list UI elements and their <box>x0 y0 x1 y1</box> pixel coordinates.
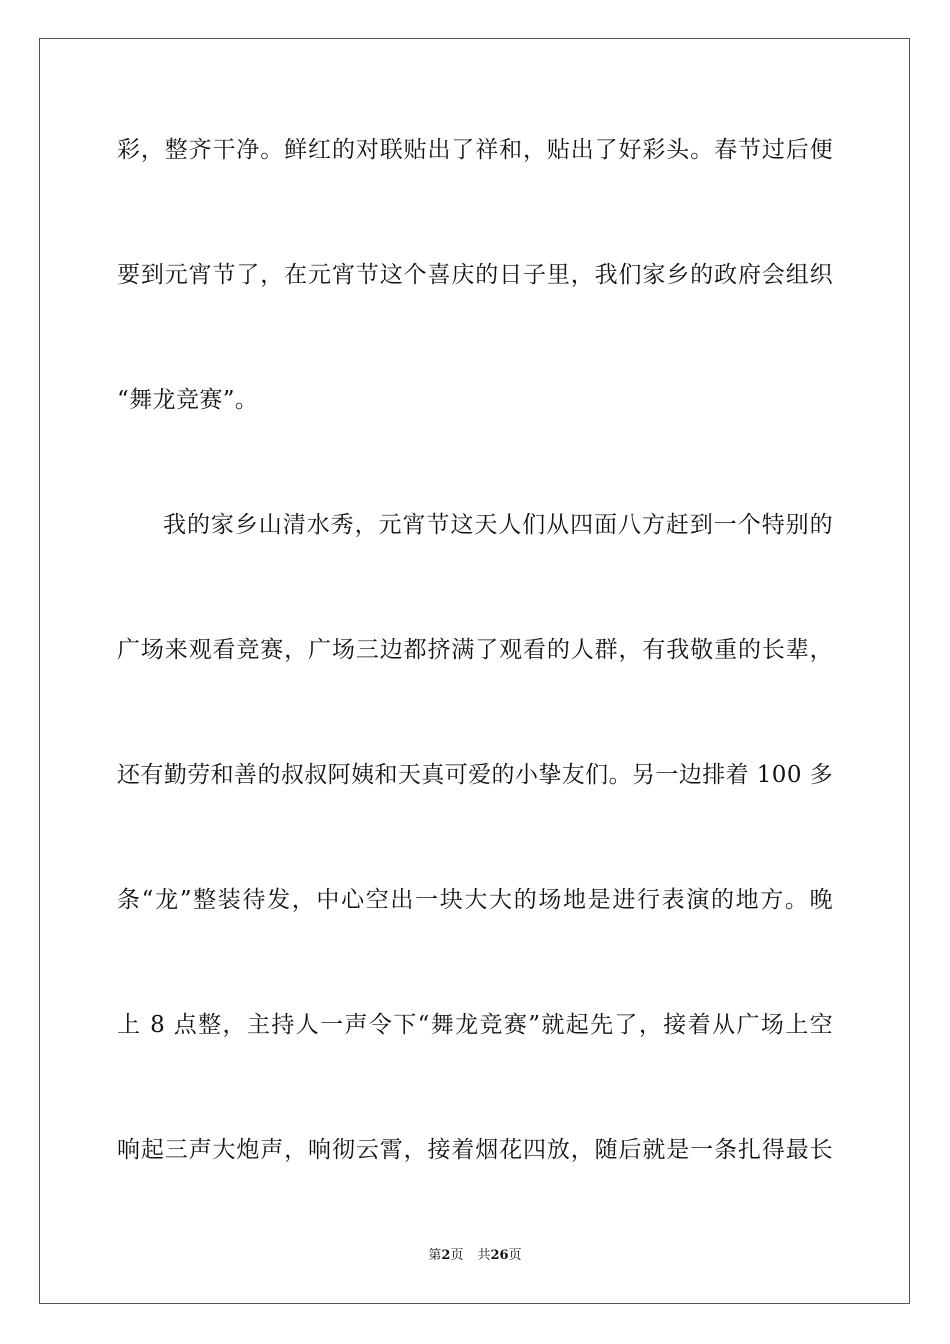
body-line-2: 要到元宵节了，在元宵节这个喜庆的日子里，我们家乡的政府会组织 <box>117 262 833 288</box>
body-line-4: 我的家乡山清水秀，元宵节这天人们从四面八方赶到一个特别的 <box>163 512 833 538</box>
page-border <box>39 38 910 1304</box>
body-line-5: 广场来观看竞赛，广场三边都挤满了观看的人群，有我敬重的长辈， <box>117 637 833 663</box>
footer-page-suffix: 页 <box>450 1248 464 1263</box>
page-footer <box>0 1246 950 1266</box>
body-line-9: 响起三声大炮声，响彻云霄，接着烟花四放，随后就是一条扎得最长 <box>117 1137 833 1163</box>
body-line-7: 条“龙”整装待发，中心空出一块大大的场地是进行表演的地方。晚 <box>117 887 833 913</box>
footer-page-prefix: 第 <box>428 1248 442 1263</box>
footer-total-suffix: 页 <box>508 1248 522 1263</box>
body-line-8: 上 8 点整，主持人一声令下“舞龙竞赛”就起先了，接着从广场上空 <box>117 1012 833 1038</box>
footer-total-prefix: 共 <box>477 1248 491 1263</box>
footer-total-pages: 26 <box>490 1248 509 1263</box>
footer-page-number: 2 <box>441 1248 451 1263</box>
body-line-6: 还有勤劳和善的叔叔阿姨和天真可爱的小挚友们。另一边排着 100 多 <box>117 762 833 788</box>
body-line-3: “舞龙竞赛”。 <box>117 387 259 413</box>
body-line-1: 彩，整齐干净。鲜红的对联贴出了祥和，贴出了好彩头。春节过后便 <box>117 137 833 163</box>
